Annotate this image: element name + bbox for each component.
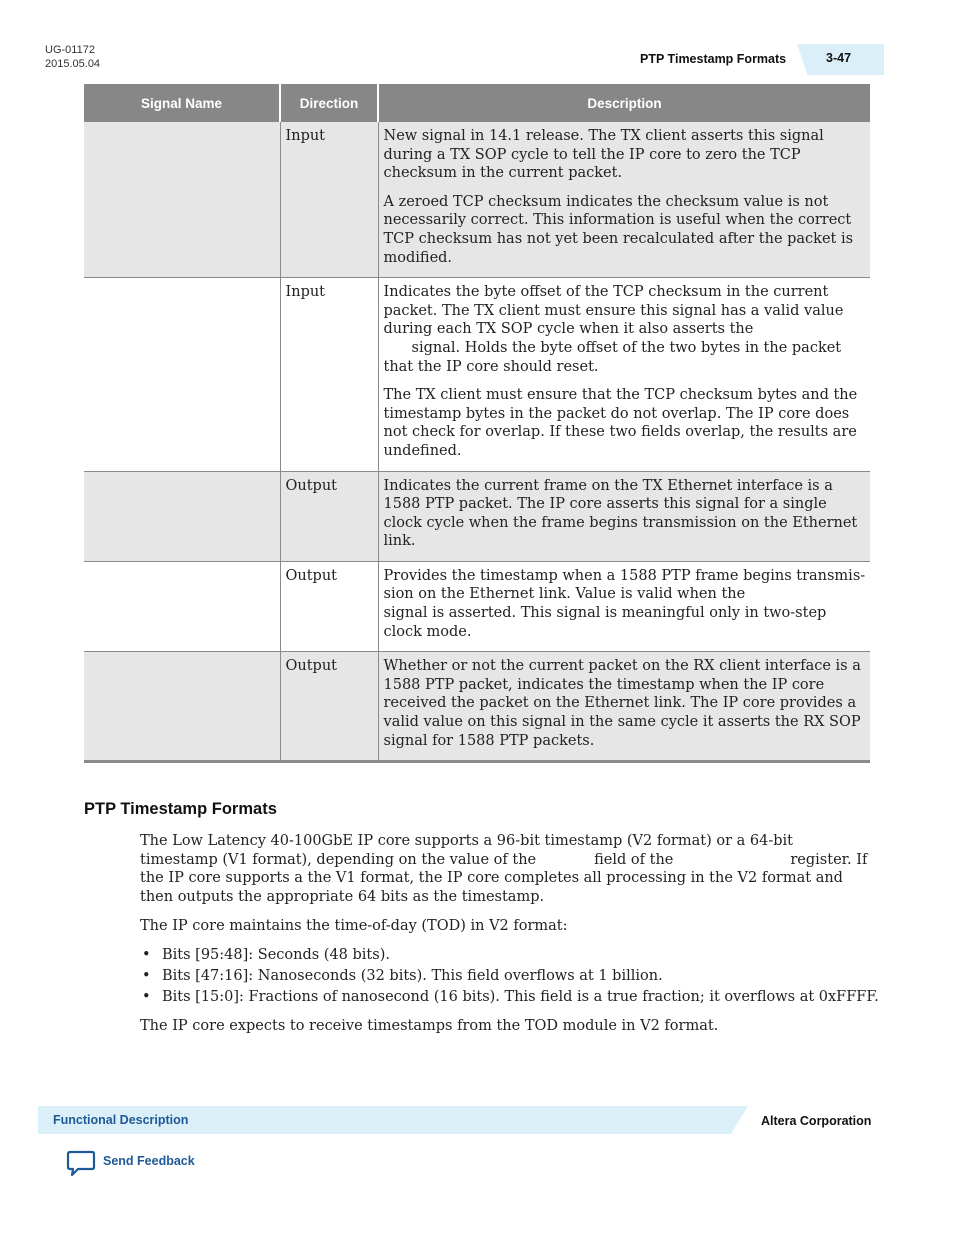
description-paragraph: Indicates the current frame on the TX Ethernet interface is a 1588 PTP packet. The IP core asserts this signal for a single	[383, 477, 833, 513]
description-paragraph: signal. Holds the byte offset of the two bytes in the packet that the IP core should reset.	[383, 339, 842, 375]
description-paragraph: Whether or not the current packet on the RX client interface is a 1588 PTP packet, indicates the timestamp when the IP core received the packet on the Ethernet link. The IP core provides a valid value on this signal in the same cycle it asserts the RX SOP signal for 1588 PTP packets.	[383, 658, 861, 749]
description-paragraph: The TX client must ensure that the TCP checksum bytes and the timestamp bytes in the packet do not overlap. The IP core does not check for overlap. If these two fields overlap, the results are undefined.	[383, 387, 858, 459]
direction-cell: Output	[280, 561, 378, 651]
table-row	[84, 122, 870, 278]
description-paragraph: Indicates the byte offset of the TCP checksum in the current packet. The TX client must ensure this signal has a valid value during each TX SOP cycle when it also asserts the	[383, 284, 844, 338]
intro-text-2: field of the	[594, 851, 674, 868]
direction-cell: Input	[280, 122, 378, 278]
closing-paragraph: The IP core expects to receive timestamps from the TOD module in V2 format.	[140, 1018, 719, 1034]
tod-paragraph: The IP core maintains the time-of-day (TOD) in V2 format:	[140, 918, 568, 934]
section-heading: PTP Timestamp Formats	[84, 800, 277, 818]
description-cell	[378, 652, 870, 762]
description-paragraph: A zeroed TCP checksum indicates the checksum value is not necessarily correct. This information is useful when the correct TCP checksum has not yet been recalculated after the packet is modified.	[383, 193, 854, 266]
page-number: 3-47	[826, 51, 852, 65]
list-item: • Bits [95:48]: Seconds (48 bits).	[140, 945, 879, 966]
list-item: • Bits [47:16]: Nanoseconds (32 bits). This field overflows at 1 billion.	[140, 966, 879, 987]
description-cell	[378, 278, 870, 471]
list-item: • Bits [15:0]: Fractions of nanosecond (16 bits). This field is a true fraction; it overflows at 0xFFFF.	[140, 987, 879, 1008]
col-header-description: Description	[378, 84, 870, 122]
table-row	[84, 652, 870, 762]
direction-cell: Output	[280, 652, 378, 762]
company-name: Altera Corporation	[761, 1114, 872, 1128]
description-paragraph: Provides the timestamp when a 1588 PTP frame begins transmis-sion on the Ethernet link. Value is valid when the	[383, 567, 866, 603]
description-cell	[378, 561, 870, 651]
description-paragraph: New signal in 14.1 release. The TX client asserts this signal during a TX SOP cycle to tell the IP core to zero the TCP checksum in the current packet.	[383, 128, 824, 182]
intro-text-1: The Low Latency 40-100GbE IP core supports a 96-bit timestamp (V2 format) or a 64-bit timestamp (V1 format), depending on the value of the	[140, 833, 793, 868]
description-paragraph: clock cycle when the frame begins transmission on the Ethernet link.	[383, 514, 858, 550]
tod-bit-list	[140, 945, 879, 1008]
speech-bubble-icon[interactable]	[66, 1150, 96, 1178]
intro-text-3: register. If the IP core supports a the V1 format, the IP core completes all processing in the V2 format and then outputs the appropriate 64 bits as the timestamp.	[140, 851, 868, 905]
signal-name-cell	[84, 122, 280, 278]
doc-date: 2015.05.04	[45, 58, 101, 70]
direction-cell: Input	[280, 278, 378, 471]
description-cell	[378, 122, 870, 278]
signal-name-cell	[84, 561, 280, 651]
table-row	[84, 278, 870, 471]
intro-paragraph	[140, 832, 870, 906]
direction-cell: Output	[280, 471, 378, 561]
signal-name-cell	[84, 652, 280, 762]
description-paragraph: signal is asserted. This signal is meaningful only in two-step clock mode.	[383, 605, 827, 640]
table-row	[84, 471, 870, 561]
send-feedback-link[interactable]: Send Feedback	[103, 1154, 195, 1168]
description-cell	[378, 471, 870, 561]
doc-meta	[45, 43, 100, 71]
doc-id: UG-01172	[45, 44, 95, 56]
chapter-link[interactable]: Functional Description	[53, 1113, 189, 1127]
signal-name-cell	[84, 278, 280, 471]
signal-table	[84, 84, 870, 763]
table-row	[84, 561, 870, 651]
table-header-row	[84, 84, 870, 122]
running-title: PTP Timestamp Formats	[640, 52, 787, 66]
signal-name-cell	[84, 471, 280, 561]
col-header-direction: Direction	[280, 84, 378, 122]
col-header-signal-name: Signal Name	[84, 84, 280, 122]
